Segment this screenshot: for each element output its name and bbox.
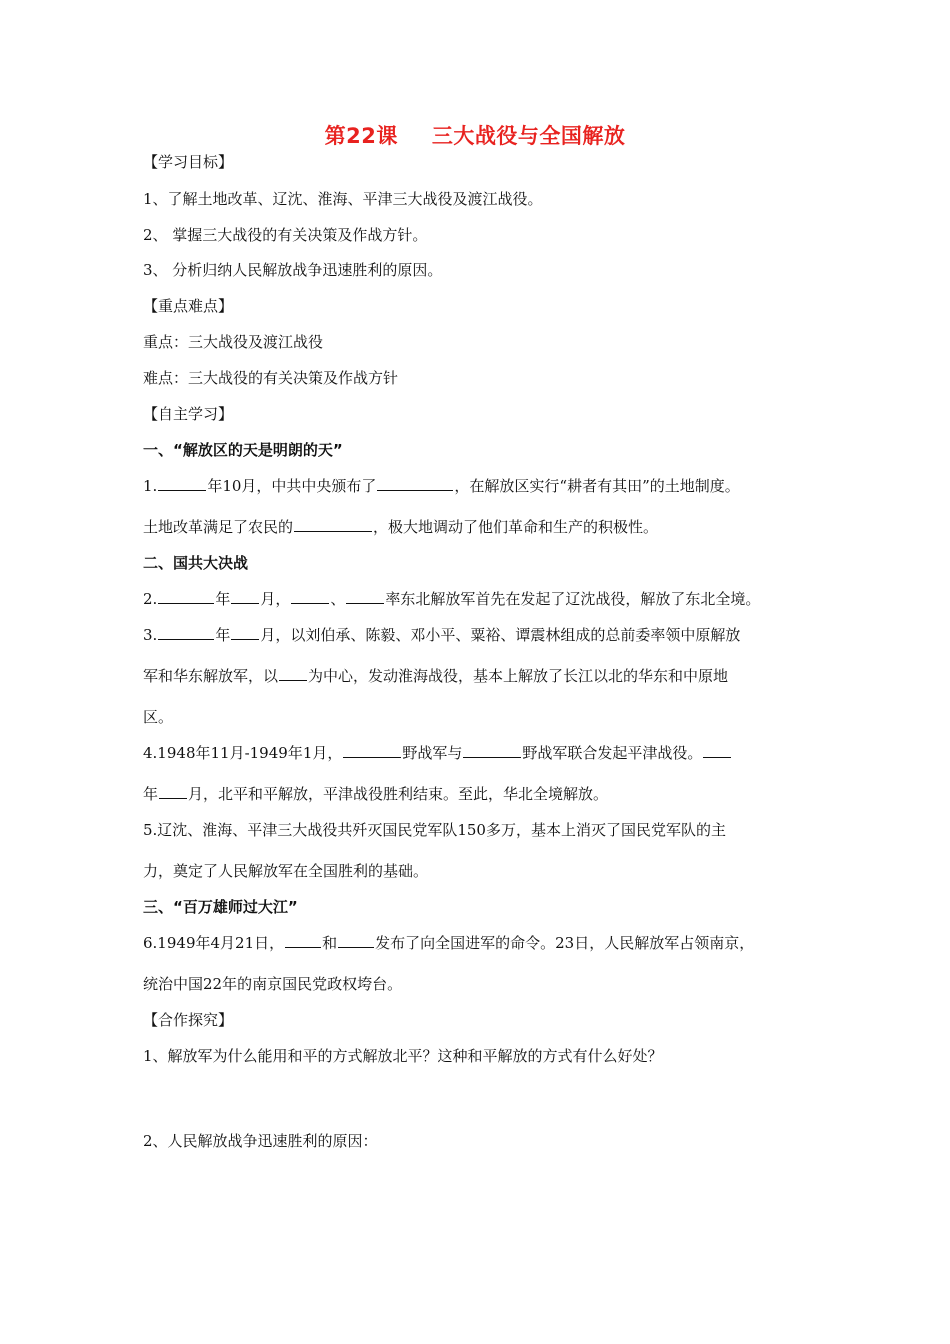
question-3-line-2: 军和华东解放军，以 为中心，发动淮海战役，基本上解放了长江以北的华东和中原地 xyxy=(143,667,729,685)
difficult-point: 难点：三大战役的有关决策及作战方针 xyxy=(143,369,399,387)
fill-blank[interactable] xyxy=(291,589,329,604)
question-6-line-1: 6.1949年4月21日， 和 发布了向全国进军的命令。23日，人民解放军占领南京， xyxy=(143,934,755,952)
question-1-line-2: 土地改革满足了农民的 ，极大地调动了他们革命和生产的积极性。 xyxy=(143,518,659,536)
fill-blank[interactable] xyxy=(285,933,321,948)
question-4-line-2: 年 月，北平和平解放，平津战役胜利结束。至此，华北全境解放。 xyxy=(143,785,609,803)
coop-question-1: 1、解放军为什么能用和平的方式解放北平？这种和平解放的方式有什么好处？ xyxy=(143,1047,663,1065)
fill-blank[interactable] xyxy=(158,589,214,604)
question-3-line-3: 区。 xyxy=(143,708,174,726)
section-2-title: 二、国共大决战 xyxy=(143,554,249,572)
key-point: 重点：三大战役及渡江战役 xyxy=(143,333,324,351)
goal-item: 3、 分析归纳人民解放战争迅速胜利的原因。 xyxy=(143,261,443,279)
fill-blank[interactable] xyxy=(158,476,206,491)
goals-header: 【学习目标】 xyxy=(143,153,234,171)
self-study-header: 【自主学习】 xyxy=(143,405,234,423)
goal-item: 2、 掌握三大战役的有关决策及作战方针。 xyxy=(143,226,428,244)
page-title xyxy=(0,120,950,150)
question-1-line-1: 1. 年10月，中共中央颁布了 ，在解放区实行“耕者有其田”的土地制度。 xyxy=(143,477,740,495)
goal-item: 1、了解土地改革、辽沈、淮海、平津三大战役及渡江战役。 xyxy=(143,190,543,208)
fill-blank[interactable] xyxy=(338,933,374,948)
section-1-title: 一、“解放区的天是明朗的天” xyxy=(143,441,343,459)
fill-blank[interactable] xyxy=(463,743,521,758)
fill-blank[interactable] xyxy=(703,743,731,758)
fill-blank[interactable] xyxy=(158,625,214,640)
fill-blank[interactable] xyxy=(343,743,401,758)
question-5-line-2: 力，奠定了人民解放军在全国胜利的基础。 xyxy=(143,862,429,880)
fill-blank[interactable] xyxy=(279,666,307,681)
fill-blank[interactable] xyxy=(294,517,372,532)
fill-blank[interactable] xyxy=(231,625,259,640)
coop-question-2: 2、人民解放战争迅速胜利的原因： xyxy=(143,1132,378,1150)
fill-blank[interactable] xyxy=(159,784,187,799)
question-2: 2. 年 月， 、 率东北解放军首先在发起了辽沈战役，解放了东北全境。 xyxy=(143,590,761,608)
question-5-line-1: 5.辽沈、淮海、平津三大战役共歼灭国民党军队150多万，基本上消灭了国民党军队的主 xyxy=(143,821,726,839)
lesson-title: 三大战役与全国解放 xyxy=(431,124,626,148)
question-3-line-1: 3. 年 月，以刘伯承、陈毅、邓小平、粟裕、谭震林组成的总前委率领中原解放 xyxy=(143,626,741,644)
section-3-title: 三、“百万雄师过大江” xyxy=(143,898,298,916)
coop-header: 【合作探究】 xyxy=(143,1011,234,1029)
question-6-line-2: 统治中国22年的南京国民党政权垮台。 xyxy=(143,975,403,993)
fill-blank[interactable] xyxy=(231,589,259,604)
lesson-number: 第22课 xyxy=(324,124,398,148)
question-4-line-1: 4.1948年11月-1949年1月， 野战军与 野战军联合发起平津战役。 xyxy=(143,743,732,763)
fill-blank[interactable] xyxy=(346,589,384,604)
key-header: 【重点难点】 xyxy=(143,297,234,315)
fill-blank[interactable] xyxy=(377,476,453,491)
